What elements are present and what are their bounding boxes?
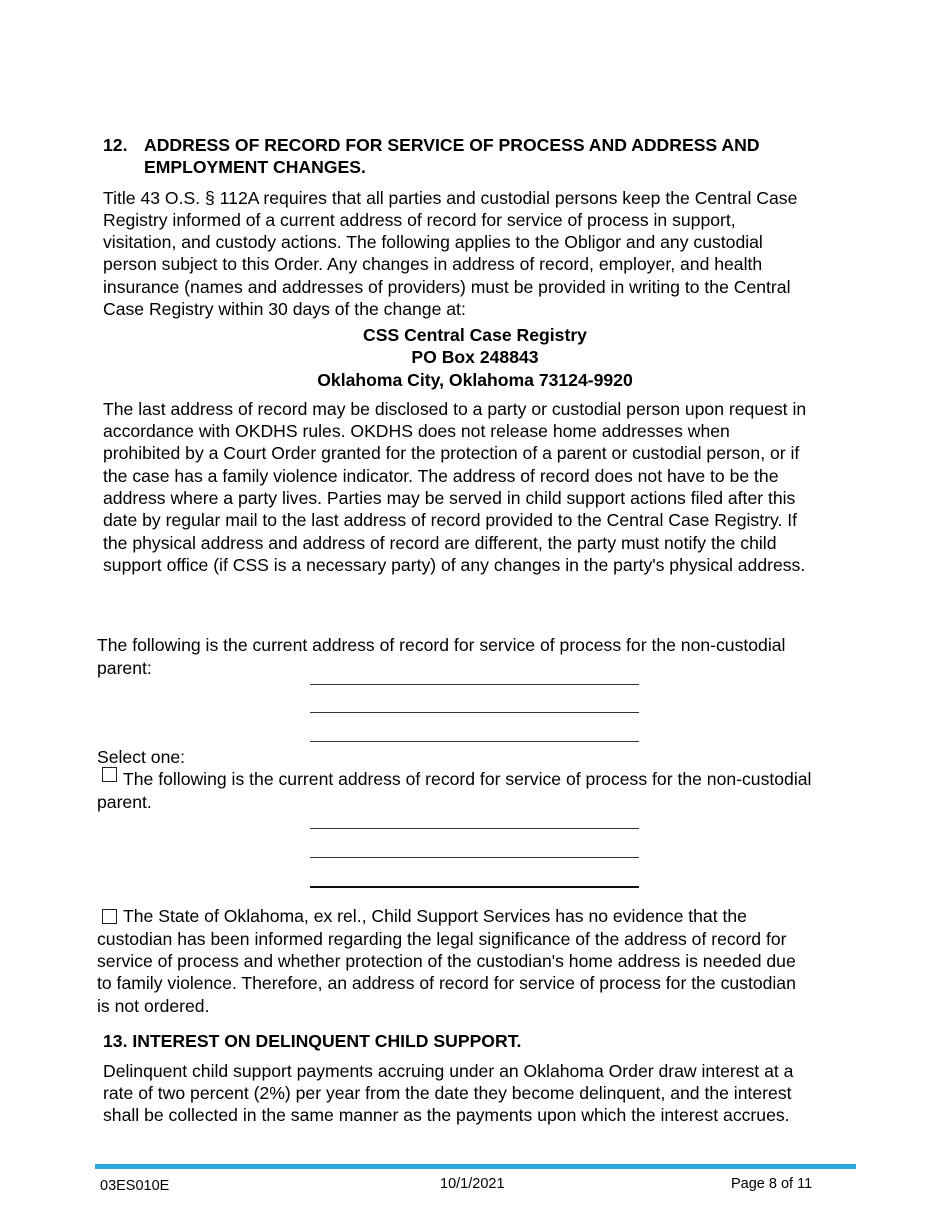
option-2-line2: custodian has been informed regarding the legal significance of the address of record for	[97, 929, 787, 949]
paragraph-line: the case has a family violence indicator. The address of record does not have to be the	[103, 466, 779, 486]
paragraph-line: person subject to this Order. Any changes in address of record, employer, and health	[103, 254, 763, 274]
ncp-address-field-3[interactable]	[310, 741, 639, 742]
paragraph-line: the physical address and address of record are different, the party must notify the child	[103, 533, 777, 553]
paragraph-line: accordance with OKDHS rules. OKDHS does not release home addresses when	[103, 421, 730, 441]
section-12-title-line1: ADDRESS OF RECORD FOR SERVICE OF PROCESS AND ADDRESS AND	[144, 135, 760, 155]
paragraph-line: address where a party lives. Parties may be served in child support actions filed after this	[103, 488, 796, 508]
option-1-address-field-1[interactable]	[310, 828, 639, 829]
option-2-checkbox[interactable]	[102, 909, 117, 924]
paragraph-line: shall be collected in the same manner as the payments upon which the interest accrues.	[103, 1105, 790, 1125]
footer-page-number: Page 8 of 11	[731, 1176, 813, 1192]
option-2-line3: service of process and whether protection of the custodian's home address is needed due	[97, 951, 796, 971]
paragraph-line: Delinquent child support payments accruing under an Oklahoma Order draw interest at a	[103, 1061, 794, 1081]
ncp-address-field-1[interactable]	[310, 684, 639, 685]
footer-date: 10/1/2021	[440, 1176, 505, 1192]
option-2-line5: is not ordered.	[97, 996, 210, 1016]
section-12-title-line2: EMPLOYMENT CHANGES.	[144, 157, 366, 177]
option-1-address-field-3[interactable]	[310, 886, 639, 888]
paragraph-line: support office (if CSS is a necessary party) of any changes in the party's physical address.	[103, 555, 806, 575]
paragraph-line: Title 43 O.S. § 112A requires that all parties and custodial persons keep the Central Case	[103, 188, 798, 208]
select-one-label: Select one:	[97, 747, 186, 767]
section-12-number: 12.	[103, 135, 128, 155]
paragraph-line: Case Registry within 30 days of the change at:	[103, 299, 466, 319]
section-13-title: 13. INTEREST ON DELINQUENT CHILD SUPPORT.	[103, 1031, 522, 1051]
paragraph-line: rate of two percent (2%) per year from the date they become delinquent, and the interest	[103, 1083, 792, 1103]
option-1-checkbox[interactable]	[102, 767, 117, 782]
paragraph-line: visitation, and custody actions. The following applies to the Obligor and any custodial	[103, 232, 763, 252]
footer-form-number: 03ES010E	[100, 1178, 170, 1194]
paragraph-line: date by regular mail to the last address of record provided to the Central Case Registry. If	[103, 510, 797, 530]
paragraph-line: insurance (names and addresses of providers) must be provided in writing to the Central	[103, 277, 791, 297]
paragraph-line: Registry informed of a current address of record for service of process in support,	[103, 210, 736, 230]
paragraph-line: The last address of record may be disclosed to a party or custodial person upon request in	[103, 399, 807, 419]
ncp-address-line2: parent:	[97, 658, 152, 678]
ncp-address-line1: The following is the current address of record for service of process for the non-custodial	[97, 635, 786, 655]
registry-name: CSS Central Case Registry	[363, 325, 587, 345]
option-1-address-field-2[interactable]	[310, 857, 639, 858]
registry-po-box: PO Box 248843	[411, 347, 539, 367]
paragraph-line: prohibited by a Court Order granted for the protection of a parent or custodial person, or if	[103, 443, 800, 463]
registry-city: Oklahoma City, Oklahoma 73124-9920	[317, 370, 633, 390]
ncp-address-field-2[interactable]	[310, 712, 639, 713]
option-2-line1: The State of Oklahoma, ex rel., Child Support Services has no evidence that the	[123, 906, 747, 926]
footer-rule	[95, 1164, 856, 1169]
option-1-line1: The following is the current address of record for service of process for the non-custodial	[123, 769, 812, 789]
option-2-line4: to family violence. Therefore, an address of record for service of process for the custodian	[97, 973, 796, 993]
option-1-line2: parent.	[97, 792, 152, 812]
